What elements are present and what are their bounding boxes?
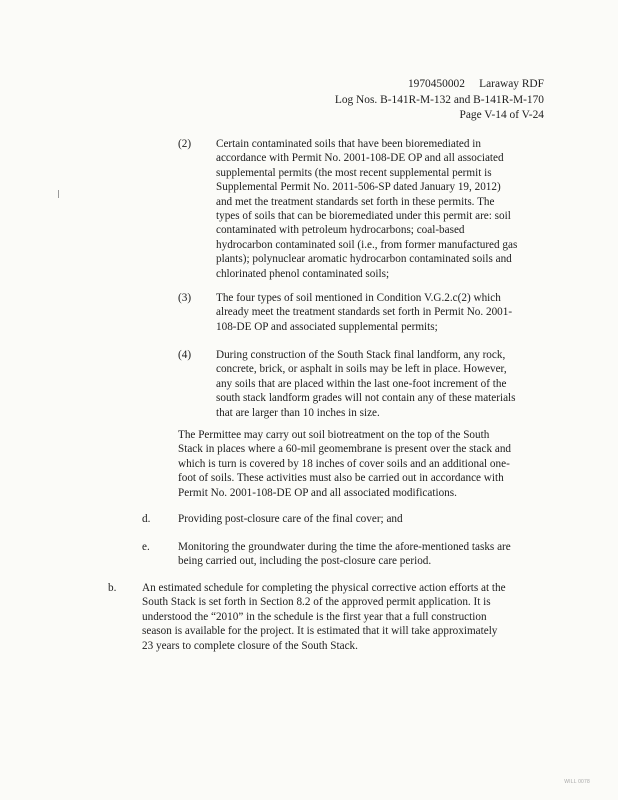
page-stamp: WILL 0078 [564,779,590,785]
text-line: that are larger than 10 inches in size. [216,406,380,419]
text-line: types of soils that can be bioremediated under this permit are: soil [216,210,511,223]
scan-mark [58,190,59,198]
item-label: (3) [178,292,192,304]
text-line: chlorinated phenol contaminated soils; [216,267,390,280]
list-item [216,348,516,420]
text-line: Monitoring the groundwater during the time the afore-mentioned tasks are [178,541,511,553]
text-line: being carried out, including the post-closure care period. [178,555,432,568]
text-line: contaminated with petroleum hydrocarbons; coal-based [216,224,465,237]
text-line: any soils that are placed within the last one-foot increment of the [216,377,507,390]
body-paragraph [178,428,511,500]
text-line: Supplemental Permit No. 2011-506-SP dated January 19, 2012) [216,181,501,194]
text-line: South Stack is set forth in Section 8.2 of the approved permit application. It is [142,596,491,609]
item-label: (2) [178,138,192,150]
text-line: Stack in places where a 60-mil geomembrane is present over the stack and [178,443,512,456]
text-line: accordance with Permit No. 2001-108-DE OP and all associated [216,152,504,165]
text-line: foot of soils. These activities must also be carried out in accordance with [178,472,504,485]
item-label: b. [108,582,117,594]
list-item [178,512,403,526]
text-line: season is available for the project. It is estimated that it will take approximately [142,625,498,638]
text-line: which is turn is covered by 18 inches of cover soils and an additional one- [178,457,510,470]
text-line: Providing post-closure care of the final cover; and [178,513,403,525]
text-line: An estimated schedule for completing the physical corrective action efforts at the [142,582,506,594]
text-line: plants); polynuclear aromatic hydrocarbon contaminated soils and [216,253,512,266]
item-label: d. [142,513,151,525]
text-line: already meet the treatment standards set forth in Permit No. 2001- [216,306,513,319]
header-page-number: Page V-14 of V-24 [459,109,544,121]
text-line: Certain contaminated soils that have been bioremediated in [216,138,481,150]
list-item [216,291,512,334]
text-line: 108-DE OP and associated supplemental permits; [216,320,438,333]
item-label: (4) [178,349,192,361]
text-line: hydrocarbon contaminated soil (i.e., from former manufactured gas [216,238,518,251]
text-line: During construction of the South Stack final landform, any rock, [216,349,506,361]
list-item [216,137,517,281]
text-line: The Permittee may carry out soil biotreatment on the top of the South [178,429,490,441]
text-line: and met the treatment standards set forth in these permits. The [216,195,495,208]
text-line: concrete, brick, or asphalt in soils may be left in place. However, [216,363,507,376]
list-item [178,540,511,569]
header-log-numbers: Log Nos. B-141R-M-132 and B-141R-M-170 [334,93,544,106]
text-line: understood the “2010” in the schedule is the first year that a full construction [142,610,487,623]
item-label: e. [142,541,150,553]
text-line: Permit No. 2001-108-DE OP and all associated modifications. [178,486,457,499]
text-line: supplemental permits (the most recent supplemental permit is [216,166,492,179]
list-item [142,581,506,653]
header-facility-line: 1970450002 Laraway RDF [407,78,544,90]
text-line: The four types of soil mentioned in Condition V.G.2.c(2) which [216,292,501,304]
page-header [335,77,544,124]
text-line: 23 years to complete closure of the South Stack. [142,639,358,652]
text-line: south stack landform grades will not contain any of these materials [216,392,516,405]
